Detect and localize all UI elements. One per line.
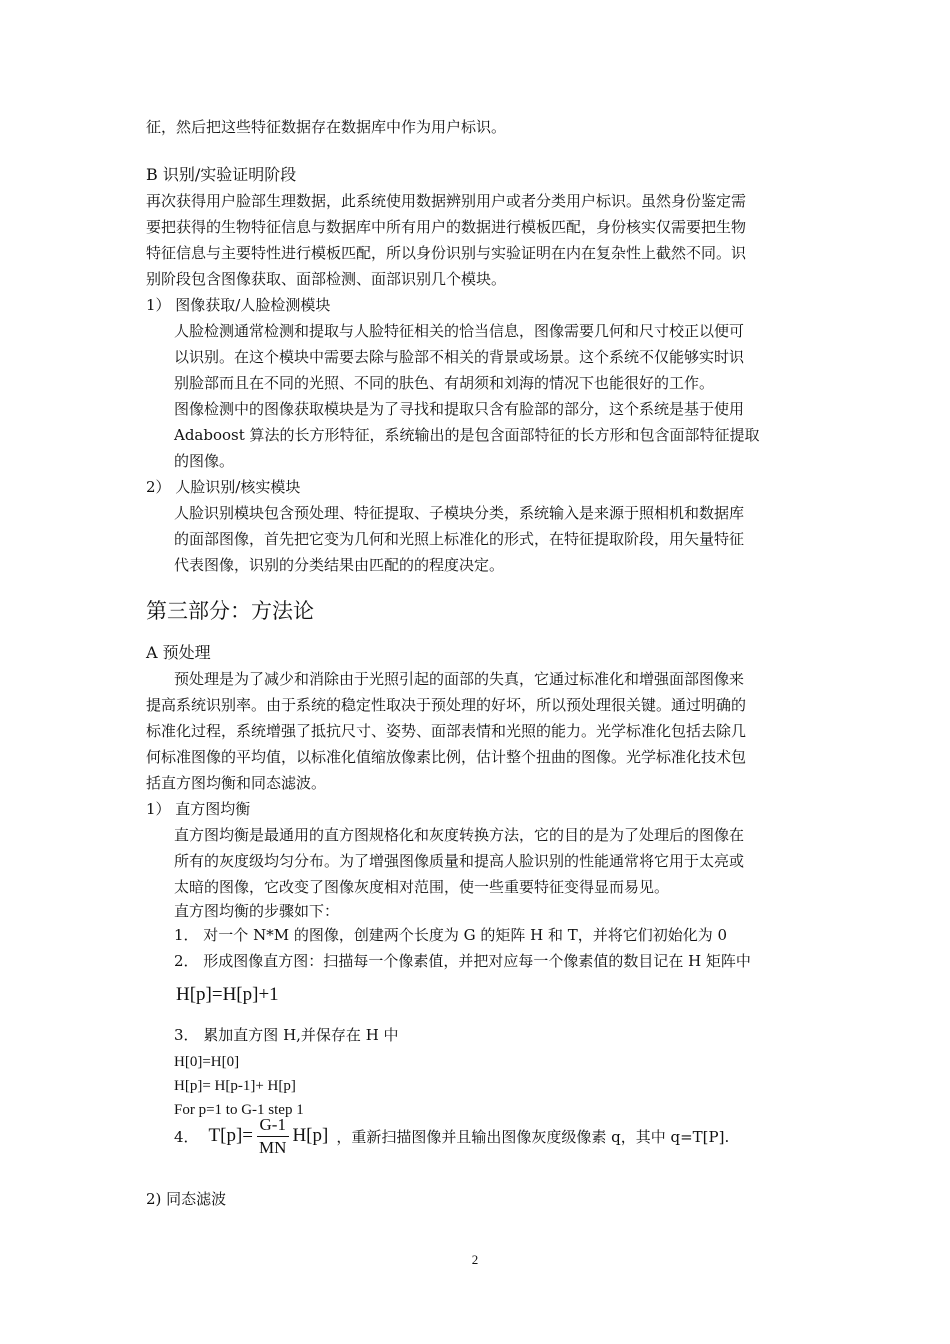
histogram-para-line: 直方图均衡是最通用的直方图规格化和灰度转换方法，它的目的是为了处理后的图像在 [174, 826, 745, 844]
item1-para-line: 图像检测中的图像获取模块是为了寻找和提取只含有脸部的部分，这个系统是基于使用 [174, 400, 745, 418]
item1-para-line: Adaboost 算法的长方形特征，系统输出的是包含面部特征的长方形和包含面部特征提取 [174, 426, 760, 444]
code-line: For p=1 to G-1 step 1 [174, 1102, 304, 1118]
section-b-para-line: 要把获得的生物特征信息与数据库中所有用户的数据进行模板匹配，身份核实仅需要把生物 [146, 218, 747, 236]
section-b-para-line: 别阶段包含图像获取、面部检测、面部识别几个模块。 [146, 270, 507, 288]
section-b-item1-title: 1） 图像获取/人脸检测模块 [146, 296, 331, 314]
step-4-number: 4． [174, 1127, 199, 1146]
fraction-numerator: G-1 [257, 1114, 289, 1137]
histogram-para-line: 直方图均衡的步骤如下： [174, 902, 340, 920]
intro-line: 征，然后把这些特征数据存在数据库中作为用户标识。 [146, 118, 507, 136]
histogram-step-3: 3． 累加直方图 H,并保存在 H 中 [174, 1026, 399, 1044]
formula-fraction [256, 1114, 289, 1159]
histogram-step-1: 1． 对一个 N*M 的图像，创建两个长度为 G 的矩阵 H 和 T，并将它们初始化为 0 [174, 926, 728, 944]
item1-para-line: 以识别。在这个模块中需要去除与脸部不相关的背景或场景。这个系统不仅能够实时识 [174, 348, 745, 366]
code-line: H[0]=H[0] [174, 1054, 240, 1070]
part3-item2-title: 2) 同态滤波 [146, 1190, 227, 1208]
page-number: 2 [471, 1252, 479, 1267]
part3-sub-a-heading: A 预处理 [146, 643, 211, 662]
step-4-text: ，重新扫描图像并且输出图像灰度级像素 q，其中 q=T[P]. [336, 1127, 730, 1146]
histogram-para-line: 太暗的图像，它改变了图像灰度相对范围，使一些重要特征变得显而易见。 [174, 878, 670, 896]
part3-heading: 第三部分：方法论 [146, 599, 314, 623]
fraction-denominator: MN [259, 1137, 287, 1157]
item2-para-line: 的面部图像，首先把它变为几何和光照上标准化的形式，在特征提取阶段，用矢量特征 [174, 530, 745, 548]
part3-para-line: 提高系统识别率。由于系统的稳定性取决于预处理的好坏，所以预处理很关键。通过明确的 [146, 696, 747, 714]
section-b-para-line: 再次获得用户脸部生理数据，此系统使用数据辨别用户或者分类用户标识。虽然身份鉴定需 [146, 192, 747, 210]
part3-para-line: 括直方图均衡和同态滤波。 [146, 774, 327, 792]
item2-para-line: 人脸识别模块包含预处理、特征提取、子模块分类，系统输入是来源于照相机和数据库 [174, 504, 745, 522]
formula-lhs: T[p]= [208, 1125, 254, 1146]
item1-para-line: 别脸部而且在不同的光照、不同的肤色、有胡须和刘海的情况下也能很好的工作。 [174, 374, 715, 392]
item1-para-line: 人脸检测通常检测和提取与人脸特征相关的恰当信息，图像需要几何和尺寸校正以便可 [174, 322, 745, 340]
part3-para-line: 何标准图像的平均值，以标准化值缩放像素比例，估计整个扭曲的图像。光学标准化技术包 [146, 748, 747, 766]
histogram-step-4 [174, 1112, 729, 1160]
item1-para-line: 的图像。 [174, 452, 235, 470]
part3-item1-title: 1） 直方图均衡 [146, 800, 251, 818]
section-b-para-line: 特征信息与主要特性进行模板匹配，所以身份识别与实验证明在内在复杂性上截然不同。识 [146, 244, 747, 262]
code-line: H[p]= H[p-1]+ H[p] [174, 1078, 296, 1094]
part3-para-line: 预处理是为了减少和消除由于光照引起的面部的失真，它通过标准化和增强面部图像来 [174, 670, 745, 688]
section-b-item2-title: 2） 人脸识别/核实模块 [146, 478, 301, 496]
histogram-para-line: 所有的灰度级均匀分布。为了增强图像质量和提高人脸识别的性能通常将它用于太亮或 [174, 852, 745, 870]
histogram-step-2: 2． 形成图像直方图：扫描每一个像素值，并把对应每一个像素值的数目记在 H 矩阵中 [174, 952, 751, 970]
item2-para-line: 代表图像，识别的分类结果由匹配的的程度决定。 [174, 556, 505, 574]
formula-rhs: H[p] [292, 1125, 329, 1146]
section-b-heading: B 识别/实验证明阶段 [146, 165, 297, 184]
part3-para-line: 标准化过程，系统增强了抵抗尺寸、姿势、面部表情和光照的能力。光学标准化包括去除几 [146, 722, 747, 740]
equation-h-increment: H[p]=H[p]+1 [176, 984, 279, 1005]
